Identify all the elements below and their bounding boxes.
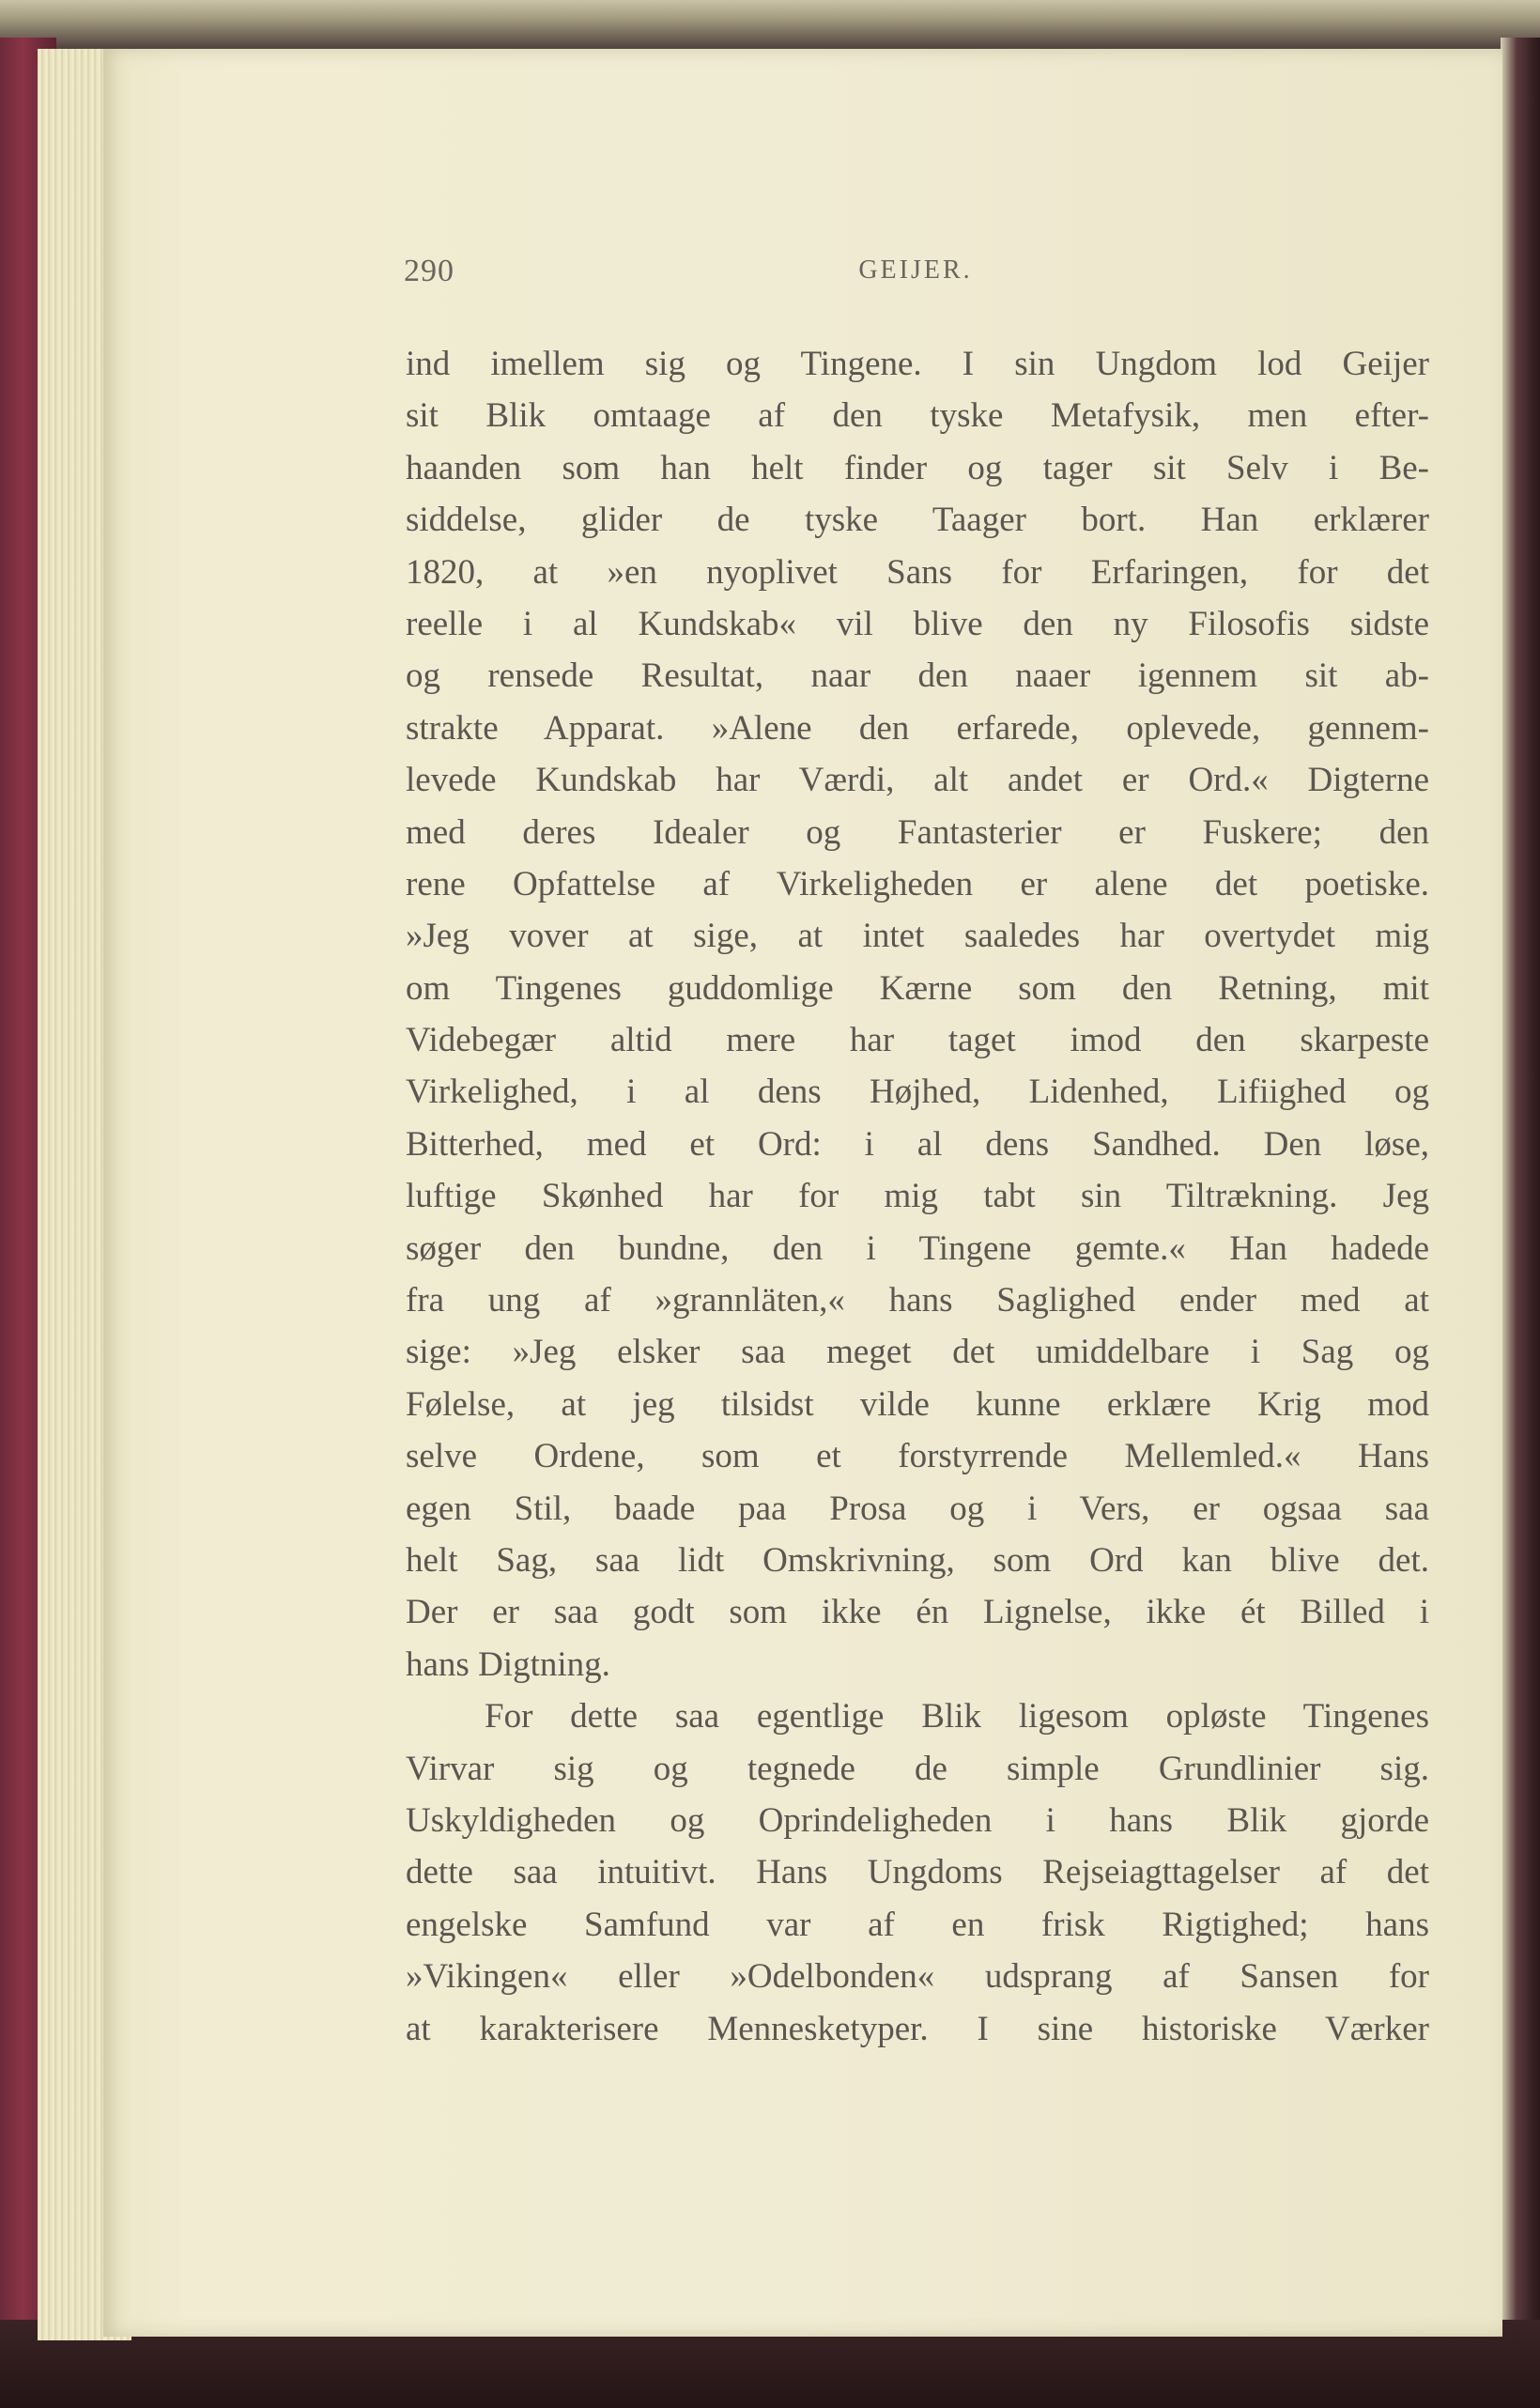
- text-line: at karakterisere Mennesketyper. I sine historiske Værker: [406, 2009, 1429, 2048]
- text-line: Der er saa godt som ikke én Lignelse, ikke ét Billed i: [406, 1593, 1429, 1632]
- text-line: strakte Apparat. »Alene den erfarede, oplevede, gennem-: [406, 708, 1429, 748]
- text-line: om Tingenes guddomlige Kærne som den Retning, mit: [406, 968, 1429, 1008]
- body-text: [406, 338, 1429, 2055]
- text-line: søger den bundne, den i Tingene gemte.« Han hadede: [406, 1228, 1429, 1268]
- text-line: ind imellem sig og Tingene. I sin Ungdom lod Geijer: [406, 345, 1429, 383]
- text-line: engelske Samfund var af en frisk Rigtighed; hans: [406, 1905, 1429, 1944]
- text-line: Virvar sig og tegnede de simple Grundlinier sig.: [406, 1749, 1429, 1788]
- text-line: luftige Skønhed har for mig tabt sin Tiltrækning. Jeg: [406, 1177, 1429, 1216]
- text-line: hans Digtning.: [406, 1644, 610, 1684]
- text-line: levede Kundskab har Værdi, alt andet er Ord.« Digterne: [406, 761, 1429, 800]
- text-line: Bitterhed, med et Ord: i al dens Sandhed. Den løse,: [406, 1124, 1429, 1164]
- text-line: helt Sag, saa lidt Omskrivning, som Ord kan blive det.: [406, 1540, 1429, 1580]
- text-line: sit Blik omtaage af den tyske Metafysik, men efter-: [406, 396, 1429, 436]
- text-line: med deres Idealer og Fantasterier er Fuskere; den: [406, 812, 1429, 852]
- text-line: egen Stil, baade paa Prosa og i Vers, er ogsaa saa: [406, 1489, 1429, 1528]
- book-cover-top-edge: [0, 0, 1540, 56]
- text-line: siddelse, glider de tyske Taager bort. Han erklærer: [406, 501, 1429, 540]
- page-header: [404, 254, 1427, 291]
- text-line: sige: »Jeg elsker saa meget det umiddelbare i Sag og: [406, 1333, 1429, 1372]
- text-line: og rensede Resultat, naar den naaer igennem sit ab-: [406, 656, 1429, 696]
- text-line: fra ung af »grannläten,« hans Saglighed ender med at: [406, 1281, 1429, 1320]
- book-cover-right-edge: [1501, 38, 1540, 2408]
- text-line: Virkelighed, i al dens Højhed, Lidenhed, Lifiighed og: [406, 1073, 1429, 1112]
- text-line: For dette saa egentlige Blik ligesom opløste Tingenes: [485, 1697, 1429, 1737]
- text-line: Videbegær altid mere har taget imod den skarpeste: [406, 1021, 1429, 1060]
- text-line: haanden som han helt finder og tager sit Selv i Be-: [406, 448, 1429, 487]
- paragraph-1: [406, 338, 1429, 1690]
- text-line: reelle i al Kundskab« vil blive den ny Filosofis sidste: [406, 604, 1429, 643]
- paragraph-2: [406, 1690, 1429, 2055]
- text-line: Følelse, at jeg tilsidst vilde kunne erklære Krig mod: [406, 1384, 1429, 1424]
- text-line: selve Ordene, som et forstyrrende Mellemled.« Hans: [406, 1437, 1429, 1476]
- text-line: rene Opfattelse af Virkeligheden er alene det poetiske.: [406, 864, 1429, 903]
- text-line: »Jeg vover at sige, at intet saaledes har overtydet mig: [406, 917, 1429, 956]
- text-line: »Vikingen« eller »Odelbonden« udsprang af Sansen for: [406, 1957, 1429, 1997]
- text-line: dette saa intuitivt. Hans Ungdoms Rejseiagttagelser af det: [406, 1853, 1429, 1892]
- running-head: GEIJER.: [858, 255, 973, 285]
- text-line: Uskyldigheden og Oprindeligheden i hans Blik gjorde: [406, 1800, 1429, 1840]
- text-line: 1820, at »en nyoplivet Sans for Erfaringen, for det: [406, 552, 1429, 592]
- page-number: 290: [404, 254, 454, 288]
